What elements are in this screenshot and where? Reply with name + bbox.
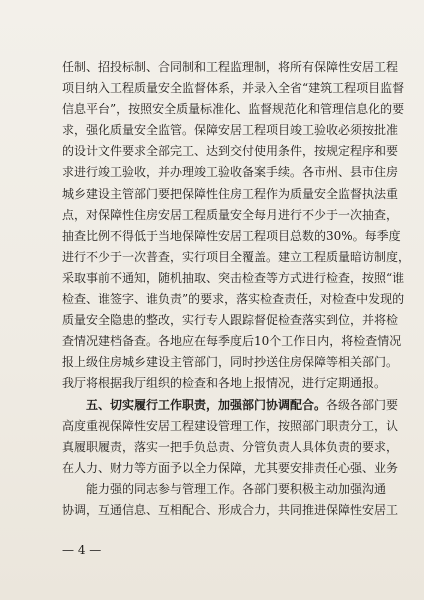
- text-line: 各级各部门要: [326, 397, 399, 412]
- text-line: 在人力、财力等方面予以全力保障，尤其要安排责任心强、业务: [62, 460, 399, 475]
- paragraph-section-five: [62, 395, 399, 522]
- text-line: 信息平台”，按照安全质量标准化、监督规范化和管理信息化的要: [62, 102, 405, 117]
- section-heading-line: [62, 395, 399, 416]
- text-line: 任制、招投标制、合同制和工程监理制，将所有保障性安居工程: [62, 60, 399, 74]
- text-line: 项目纳入工程质量安全监督体系，并录入全省“建筑工程项目监督: [62, 81, 405, 96]
- text-line: 求进行竣工验收，并办理竣工验收备案手续。各市州、县市住房: [62, 165, 399, 180]
- page-number: — 4 —: [62, 543, 102, 557]
- text-line: 进行不少于一次普查，实行项目全覆盖。建立工程质量暗访制度，: [62, 249, 411, 264]
- text-line: 抽查比例不得低于当地保障性安居工程项目总数的30%。每季度: [62, 228, 401, 243]
- text-line: 求，强化质量安全监管。保障安居工程项目竣工验收必须按批准: [62, 123, 399, 138]
- text-line: 我厅将根据我厅组织的检查和各地上报情况，进行定期通报。: [62, 376, 387, 391]
- text-line: 检查、谁签字、谁负责”的要求，落实检查责任，对检查中发现的: [62, 292, 405, 307]
- section-heading: 五、切实履行工作职责，加强部门协调配合。: [86, 397, 327, 412]
- document-body: [62, 57, 411, 521]
- text-line: 城乡建设主管部门要把保障性住房工程作为质量安全监督执法重: [62, 186, 399, 201]
- text-line: 能力强的同志参与管理工作。各部门要积极主动加强沟通: [86, 481, 387, 496]
- text-line: 质量安全隐患的整改，实行专人跟踪督促检查落实到位，并将检: [62, 313, 399, 328]
- paragraph-quality-supervision: [62, 57, 411, 395]
- text-line: 真履职履责，落实一把手负总责、分管负责人具体负责的要求，: [62, 439, 399, 454]
- text-line: 查情况建档备查。各地应在每季度后10个工作日内，将检查情况: [62, 334, 402, 349]
- text-line: 采取事前不通知，随机抽取、突击检查等方式进行检查，按照“谁: [62, 270, 405, 285]
- text-line: 协调，互通信息、互相配合、形成合力，共同推进保障性安居工: [62, 502, 399, 517]
- text-line: 的设计文件要求全部完工、达到交付使用条件，按规定程序和要: [62, 144, 399, 159]
- text-line: 点，对保障性住房安居工程质量安全每月进行不少于一次抽查，: [62, 207, 399, 222]
- text-line: 报上级住房城乡建设主管部门，同时抄送住房保障等相关部门。: [62, 355, 399, 370]
- text-line: 高度重视保障性安居工程建设管理工作，按照部门职责分工，认: [62, 418, 399, 433]
